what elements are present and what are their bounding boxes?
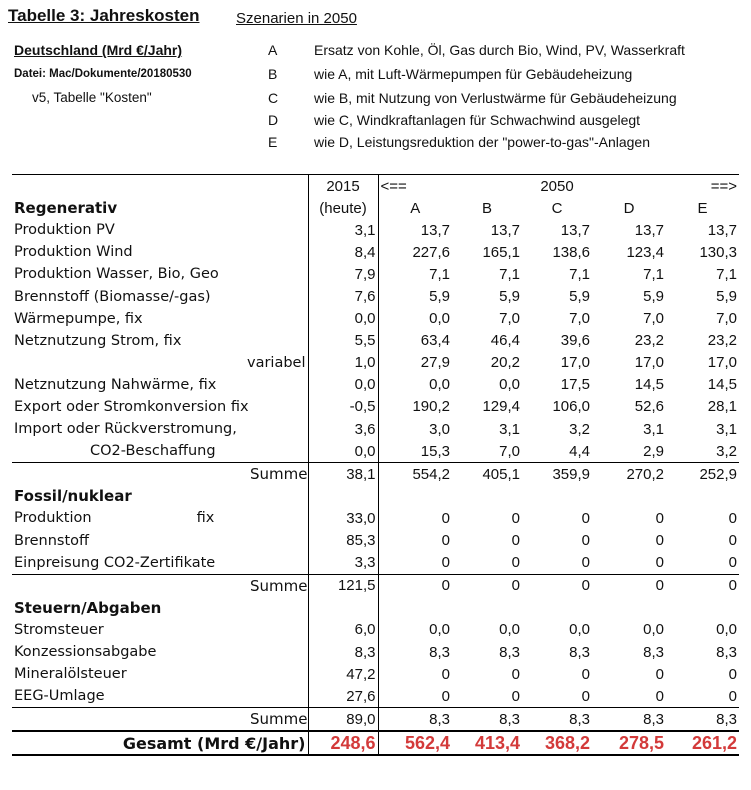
table-row [12,418,739,440]
scenario-desc-d: wie C, Windkraftanlagen für Schwachwind ausgelegt [314,112,641,128]
value-scenario-b: 0,0 [499,376,520,394]
value-scenario-c: 0,0 [569,621,590,639]
value-2015: 33,0 [308,507,378,529]
row-label: Konzessionsabgabe [14,644,157,661]
value-scenario-e: 0,0 [716,621,737,639]
sum-value: 0 [452,574,522,597]
total-value: 248,6 [308,731,378,755]
value-scenario-c: 39,6 [560,332,590,350]
value-scenario-d: 7,0 [643,310,664,328]
scenario-col-b: B [481,199,492,217]
value-scenario-e: 130,3 [699,243,737,261]
scenario-letter-a: A [268,42,278,58]
row-label: CO2-Beschaffung [90,443,216,460]
empty-cell [378,597,452,619]
table-row [12,308,739,330]
sum-value: 0 [592,574,666,597]
row-label: Einpreisung CO2-Zertifikate [14,554,216,571]
value-scenario-e: 0 [728,509,737,527]
sum-value: 8,3 [452,708,522,732]
scenario-desc-c: wie B, mit Nutzung von Verlustwärme für Gebäudeheizung [314,90,677,106]
table-row [12,641,739,663]
empty-cell [308,597,378,619]
value-2015: 27,6 [308,685,378,708]
value-scenario-d: 2,9 [643,442,664,460]
total-value: 562,4 [378,731,452,755]
row-label-text: Produktion [14,510,92,527]
total-value: 278,5 [592,731,666,755]
value-scenario-d: 123,4 [626,243,664,261]
value-scenario-c: 0 [581,532,590,550]
value-scenario-a: 0 [441,554,450,572]
table-row [12,440,739,463]
value-scenario-c: 17,0 [560,354,590,372]
sum-row-regenerativ [12,463,739,486]
sum-value: 8,3 [592,708,666,732]
value-scenario-e: 17,0 [707,354,737,372]
value-scenario-d: 0,0 [643,621,664,639]
value-scenario-b: 0 [511,509,520,527]
value-scenario-e: 28,1 [707,398,737,416]
value-scenario-e: 14,5 [707,376,737,394]
value-2015: 0,0 [308,374,378,396]
scenario-col-d: D [623,199,635,217]
version-label: v5, Tabelle "Kosten" [32,90,152,105]
year-2050-header: 2050 [522,175,592,198]
value-2015: -0,5 [308,396,378,418]
value-2015: 3,1 [308,219,378,241]
row-label: Wärmepumpe, fix [14,310,143,327]
empty-cell [308,485,378,507]
row-label: Mineralölsteuer [14,666,127,683]
value-scenario-d: 13,7 [634,221,664,239]
value-scenario-d: 0 [655,554,664,572]
sum-label: Summe [12,708,308,732]
sum-value: 0 [522,574,592,597]
sum-value: 0 [378,574,452,597]
row-label: Stromsteuer [14,621,104,638]
row-label: Brennstoff [14,532,89,549]
row-label: variabel [247,354,306,371]
value-scenario-c: 0 [581,554,590,572]
value-scenario-b: 5,9 [499,288,520,306]
empty-cell [666,485,739,507]
table-row [12,285,739,307]
sum-value: 405,1 [452,463,522,486]
sum-value: 0 [666,574,739,597]
sum-value: 8,3 [666,708,739,732]
total-value: 413,4 [452,731,522,755]
value-scenario-a: 8,3 [429,643,450,661]
value-scenario-e: 0 [728,687,737,705]
value-scenario-d: 0 [655,687,664,705]
value-2015: 85,3 [308,530,378,552]
value-scenario-d: 0 [655,509,664,527]
empty-cell [378,485,452,507]
sum-row-fossil [12,574,739,597]
row-label: EEG-Umlage [14,688,105,705]
value-scenario-d: 52,6 [634,398,664,416]
row-label: Import oder Rückverstromung, [14,421,237,438]
cost-table [12,174,739,756]
sum-value: 252,9 [666,463,739,486]
table-row [12,552,739,575]
value-scenario-a: 0,0 [429,376,450,394]
column-header-row-1 [12,175,739,198]
value-scenario-b: 7,0 [499,442,520,460]
table-row [12,507,739,529]
value-scenario-e: 0 [728,532,737,550]
section-header-row [12,485,739,507]
table-row [12,241,739,263]
value-scenario-c: 17,5 [560,376,590,394]
scenario-desc-b: wie A, mit Luft-Wärmepumpen für Gebäudeheizung [314,66,633,82]
table-row [12,396,739,418]
value-scenario-d: 3,1 [643,420,664,438]
row-label: Produktion Wind [14,244,133,261]
empty-cell [452,485,522,507]
arrow-left: <== [378,175,452,198]
value-scenario-c: 138,6 [552,243,590,261]
value-2015: 3,3 [308,552,378,575]
arrow-right: ==> [666,175,739,198]
value-scenario-d: 0 [655,532,664,550]
section-title-fossil: Fossil/nuklear [14,487,132,506]
sum-label: Summe [12,574,308,597]
value-scenario-a: 5,9 [429,288,450,306]
row-label: Produktion PV [14,222,115,239]
value-scenario-a: 0 [441,687,450,705]
table-row [12,530,739,552]
value-scenario-d: 8,3 [643,643,664,661]
empty-cell [592,485,666,507]
value-scenario-c: 0 [581,687,590,705]
value-scenario-b: 7,0 [499,310,520,328]
value-2015: 5,5 [308,330,378,352]
value-scenario-c: 7,1 [569,265,590,283]
value-scenario-b: 0 [511,687,520,705]
value-scenario-c: 3,2 [569,420,590,438]
value-scenario-e: 13,7 [707,221,737,239]
value-scenario-a: 15,3 [420,442,450,460]
value-scenario-a: 7,1 [429,265,450,283]
row-label: Produktion Wasser, Bio, Geo [14,266,219,283]
value-scenario-e: 23,2 [707,332,737,350]
value-scenario-d: 7,1 [643,265,664,283]
scenario-col-a: A [410,199,421,217]
value-scenario-c: 5,9 [569,288,590,306]
table-row [12,685,739,708]
row-label-extra: fix [196,510,215,527]
value-scenario-a: 190,2 [412,398,450,416]
value-scenario-e: 5,9 [716,288,737,306]
sum-value: 359,9 [522,463,592,486]
scenario-col-e: E [697,199,708,217]
value-scenario-e: 3,1 [716,420,737,438]
sum-label: Summe [12,463,308,486]
value-scenario-a: 13,7 [420,221,450,239]
scenario-desc-e: wie D, Leistungsreduktion der "power-to-gas"-Anlagen [314,134,651,150]
value-scenario-a: 3,0 [429,420,450,438]
total-row [12,731,739,755]
empty-cell [522,485,592,507]
value-scenario-e: 3,2 [716,442,737,460]
sum-value: 89,0 [308,708,378,732]
value-2015: 6,0 [308,619,378,641]
table-row [12,219,739,241]
value-scenario-c: 0 [581,665,590,683]
section-title-steuern: Steuern/Abgaben [14,598,162,617]
value-scenario-b: 46,4 [490,332,520,350]
value-2015: 8,3 [308,641,378,663]
value-scenario-d: 14,5 [634,376,664,394]
value-scenario-a: 0 [441,532,450,550]
sum-row-steuern [12,708,739,732]
sum-value: 270,2 [592,463,666,486]
value-scenario-b: 13,7 [490,221,520,239]
value-scenario-c: 4,4 [569,442,590,460]
row-label: Netznutzung Strom, fix [14,332,182,349]
scenario-desc-a: Ersatz von Kohle, Öl, Gas durch Bio, Wind, PV, Wasserkraft [314,42,685,58]
row-label: Brennstoff (Biomasse/-gas) [14,288,211,305]
section-title-regenerativ: Regenerativ [14,199,118,218]
value-scenario-b: 165,1 [482,243,520,261]
row-label: Netznutzung Nahwärme, fix [14,376,217,393]
value-2015: 3,6 [308,418,378,440]
total-label: Gesamt (Mrd €/Jahr) [12,731,308,755]
total-value: 261,2 [666,731,739,755]
value-scenario-d: 23,2 [634,332,664,350]
scenario-letter-d: D [268,112,279,128]
value-scenario-b: 129,4 [482,398,520,416]
value-scenario-b: 0 [511,554,520,572]
table-row [12,374,739,396]
table-title: Tabelle 3: Jahreskosten [8,6,200,25]
table-subtitle: Szenarien in 2050 [236,10,357,27]
country-unit-label: Deutschland (Mrd €/Jahr) [14,42,183,58]
sum-value: 8,3 [522,708,592,732]
value-scenario-e: 0 [728,665,737,683]
scenario-col-c: C [551,199,563,217]
value-scenario-b: 0 [511,665,520,683]
table-row [12,263,739,285]
value-scenario-c: 8,3 [569,643,590,661]
scenario-letter-e: E [268,134,278,150]
value-scenario-a: 63,4 [420,332,450,350]
value-2015: 47,2 [308,663,378,685]
value-2015: 7,9 [308,263,378,285]
value-scenario-a: 0,0 [429,621,450,639]
value-scenario-e: 7,1 [716,265,737,283]
value-2015: 7,6 [308,285,378,307]
row-label [12,507,308,529]
value-2015: 1,0 [308,352,378,374]
value-scenario-c: 13,7 [560,221,590,239]
value-2015: 0,0 [308,440,378,463]
empty-cell [666,597,739,619]
total-value: 368,2 [522,731,592,755]
document-header [0,0,751,170]
value-scenario-d: 17,0 [634,354,664,372]
value-scenario-a: 0 [441,509,450,527]
value-scenario-d: 0 [655,665,664,683]
value-scenario-a: 0 [441,665,450,683]
empty-cell [522,597,592,619]
sum-value: 38,1 [308,463,378,486]
value-2015: 8,4 [308,241,378,263]
table-row [12,352,739,374]
sum-value: 121,5 [308,574,378,597]
table-row [12,619,739,641]
value-scenario-b: 8,3 [499,643,520,661]
value-scenario-b: 20,2 [490,354,520,372]
row-label: Export oder Stromkonversion fix [14,398,249,415]
value-scenario-b: 7,1 [499,265,520,283]
value-scenario-c: 7,0 [569,310,590,328]
value-scenario-e: 7,0 [716,310,737,328]
scenario-letter-c: C [268,90,279,106]
table-row [12,663,739,685]
value-scenario-b: 3,1 [499,420,520,438]
value-scenario-e: 8,3 [716,643,737,661]
empty-cell [452,597,522,619]
value-scenario-b: 0,0 [499,621,520,639]
heute-header: (heute) [308,197,378,219]
table-row [12,330,739,352]
value-scenario-a: 27,9 [420,354,450,372]
value-scenario-a: 0,0 [429,310,450,328]
value-2015: 0,0 [308,308,378,330]
value-scenario-e: 0 [728,554,737,572]
value-scenario-c: 0 [581,509,590,527]
value-scenario-c: 106,0 [552,398,590,416]
year-2015-header: 2015 [308,175,378,198]
value-scenario-b: 0 [511,532,520,550]
sum-value: 554,2 [378,463,452,486]
empty-cell [592,597,666,619]
file-path-label: Datei: Mac/Dokumente/20180530 [14,68,192,80]
section-header-row [12,597,739,619]
column-header-row-2 [12,197,739,219]
value-scenario-a: 227,6 [412,243,450,261]
scenario-letter-b: B [268,66,278,82]
sum-value: 8,3 [378,708,452,732]
value-scenario-d: 5,9 [643,288,664,306]
